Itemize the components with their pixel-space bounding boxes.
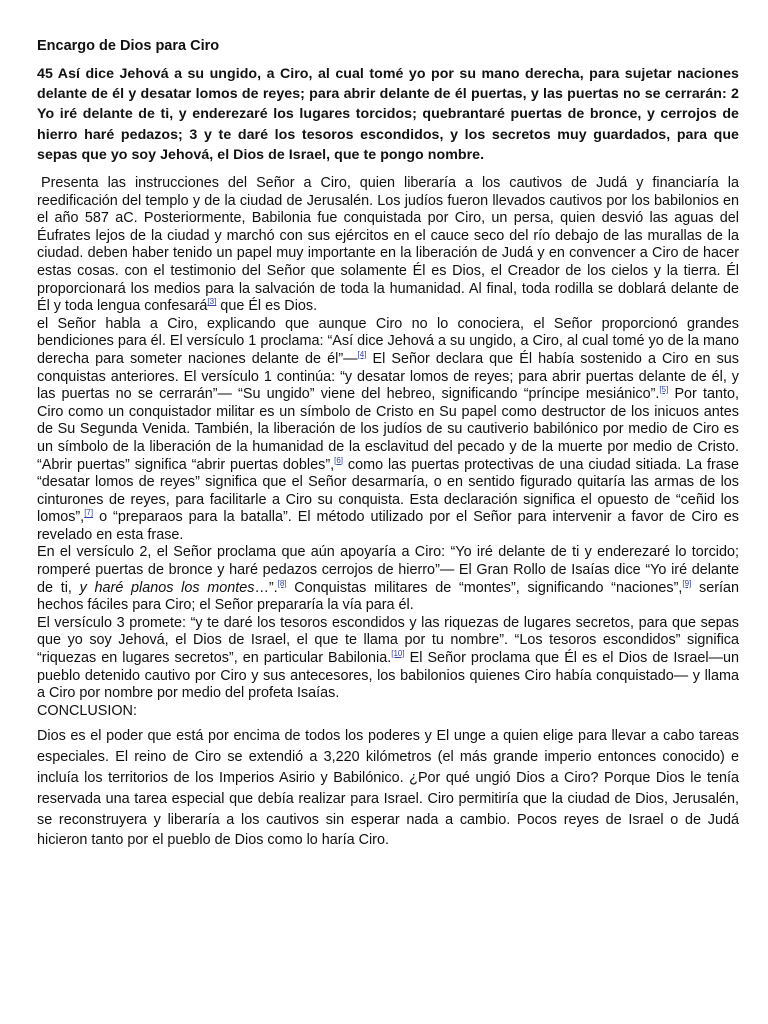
text-run: El Señor declara que Él había sostenido a Ciro en sus conquistas anteriores. El versículo 1 continúa: “y desatar lomos de reyes; para abrir puertas delante de él, y las puertas no se cerrarán”— “Su ungido” viene del hebreo, significando “príncipe mesiánico”. bbox=[37, 350, 739, 403]
footnote-link[interactable]: [7] bbox=[84, 508, 94, 518]
footnote-link[interactable]: [10] bbox=[391, 649, 405, 659]
commentary-body bbox=[37, 175, 739, 703]
text-run: que Él es Dios. bbox=[216, 298, 318, 315]
text-run: Presenta las instrucciones del Señor a Ciro, quien liberaría a los cautivos de Judá y financiaría la reedificación del templo y de la ciudad de Jerusalén. Los judíos fueron llevados cautivos por los babilonios en el año 587 aC. Posteriormente, Babilonia fue conquistada por Ciro, un persa, quien desvió las aguas del Éufrates lejos de la ciudad y marchó con sus ejércitos en el cauce seco del río debajo de las murallas de la ciudad. deben haber tenido un papel muy importante en la liberación de Judá y en convencer a Ciro de hacer estas cosas. con el testimonio del Señor que solamente Él es Dios, el Creador de los cielos y la tierra. Él proporcionará los medios para la salvación de toda la humanidad. Al final, toda rodilla se doblará delante de Él y toda lengua confesará bbox=[37, 175, 739, 315]
text-run: serían hechos fáciles para Ciro; el Señor prepararía la vía para él. bbox=[37, 579, 739, 614]
footnote-link[interactable]: [8] bbox=[277, 578, 287, 588]
text-run: …”. bbox=[254, 579, 278, 596]
text-run: como las puertas protectivas de una ciudad sitiada. La frase “desatar lomos de reyes” significa que el Señor desarmaría, o en sentido figurado quitaría las armas de los cinturones de reyes, para facilitarle a Ciro su conquista. Esta declaración significa el opuesto de “ceñid los lomos”, bbox=[37, 456, 739, 526]
italic-text-run: y haré planos los montes bbox=[79, 579, 255, 596]
paragraph-verse-1 bbox=[37, 316, 739, 545]
text-run: el Señor habla a Ciro, explicando que aunque Ciro no lo conociera, el Señor proporcionó grandes bendiciones para él. El versículo 1 proclama: “Así dice Jehová a su ungido, a Ciro, al cual tomé yo de la mano derecha para someter naciones delante de él”— bbox=[37, 315, 739, 367]
paragraph-intro bbox=[37, 175, 739, 316]
scripture-verse: 45 Así dice Jehová a su ungido, a Ciro, al cual tomé yo por su mano derecha, para sujetar naciones delante de él y desatar lomos de reyes; para abrir delante de él puertas, y las puertas no se cerrarán: 2 Yo iré delante de ti, y enderezaré los lugares torcidos; quebrantaré puertas de bronce, y cerrojos de hierro haré pedazos; 3 y te daré los tesoros escondidos, y los secretos muy guardados, para que sepas que yo soy Jehová, el Dios de Israel, que te pongo nombre. bbox=[37, 66, 739, 163]
text-run: Conquistas militares de “montes”, significando “naciones”, bbox=[286, 579, 683, 596]
paragraph-verse-2 bbox=[37, 544, 739, 614]
document-title: Encargo de Dios para Ciro bbox=[37, 38, 220, 54]
text-run: Por tanto, Ciro como un conquistador militar es un símbolo de Cristo en Su papel como destructor de los inicuos antes de Su Segunda Venida. También, la liberación de los judíos de su cautiverio babilónico por medio de Ciro es un símbolo de la liberación de la humanidad de la esclavitud del pecado y de la muerte por medio de Cristo. “Abrir puertas” significa “abrir puertas dobles”, bbox=[37, 386, 739, 473]
footnote-link[interactable]: [6] bbox=[334, 455, 344, 465]
text-run: En el versículo 2, el Señor proclama que aún apoyaría a Ciro: “Yo iré delante de ti y enderezaré lo torcido; romperé puertas de bronce y haré pedazos cerrojos de hierro”— El Gran Rollo de Isaías dice “Yo iré delante de ti, bbox=[37, 544, 739, 596]
footnote-link[interactable]: [9] bbox=[682, 578, 692, 588]
text-run: o “preparaos para la batalla”. El método utilizado por el Señor para intervenir a favor de Ciro es revelado en esta frase. bbox=[37, 509, 739, 543]
conclusion-heading: CONCLUSION: bbox=[37, 702, 137, 719]
text-run: El Señor proclama que Él es el Dios de Israel—un pueblo detenido cautivo por Ciro y sus antecesores, los babilonios quienes Ciro había conquistado— y llama a Ciro por nombre por medio del profeta Isaías. bbox=[37, 650, 739, 702]
footnote-link[interactable]: [3] bbox=[207, 297, 217, 307]
footnote-link[interactable]: [4] bbox=[357, 350, 367, 360]
text-run: El versículo 3 promete: “y te daré los tesoros escondidos y las riquezas de lugares secretos, para que sepas que yo soy Jehová, el Dios de Israel, el que te llama por tu nombre”. “Los tesoros escondidos” significa “riquezas en lugares secretos”, en particular Babilonia. bbox=[37, 614, 739, 667]
conclusion-paragraph: Dios es el poder que está por encima de todos los poderes y El unge a quien elige para llevar a cabo tareas especiales. El reino de Ciro se extendió a 3,220 kilómetros (el más grande imperio entonces conocido) e incluía los territorios de los Imperios Asirio y Babilónico. ¿Por qué ungió Dios a Ciro? Porque Dios le tenía reservada una tarea especial que debía realizar para Israel. Ciro permitiría que la ciudad de Dios, Jerusalén, se reconstruyera y liberaría a los cautivos sin esperar nada a cambio. Pocos reyes de Israel o de Judá hicieron tanto por el pueblo de Dios como lo haría Ciro. bbox=[37, 728, 739, 849]
paragraph-verse-3 bbox=[37, 615, 739, 703]
footnote-link[interactable]: [5] bbox=[659, 385, 669, 395]
